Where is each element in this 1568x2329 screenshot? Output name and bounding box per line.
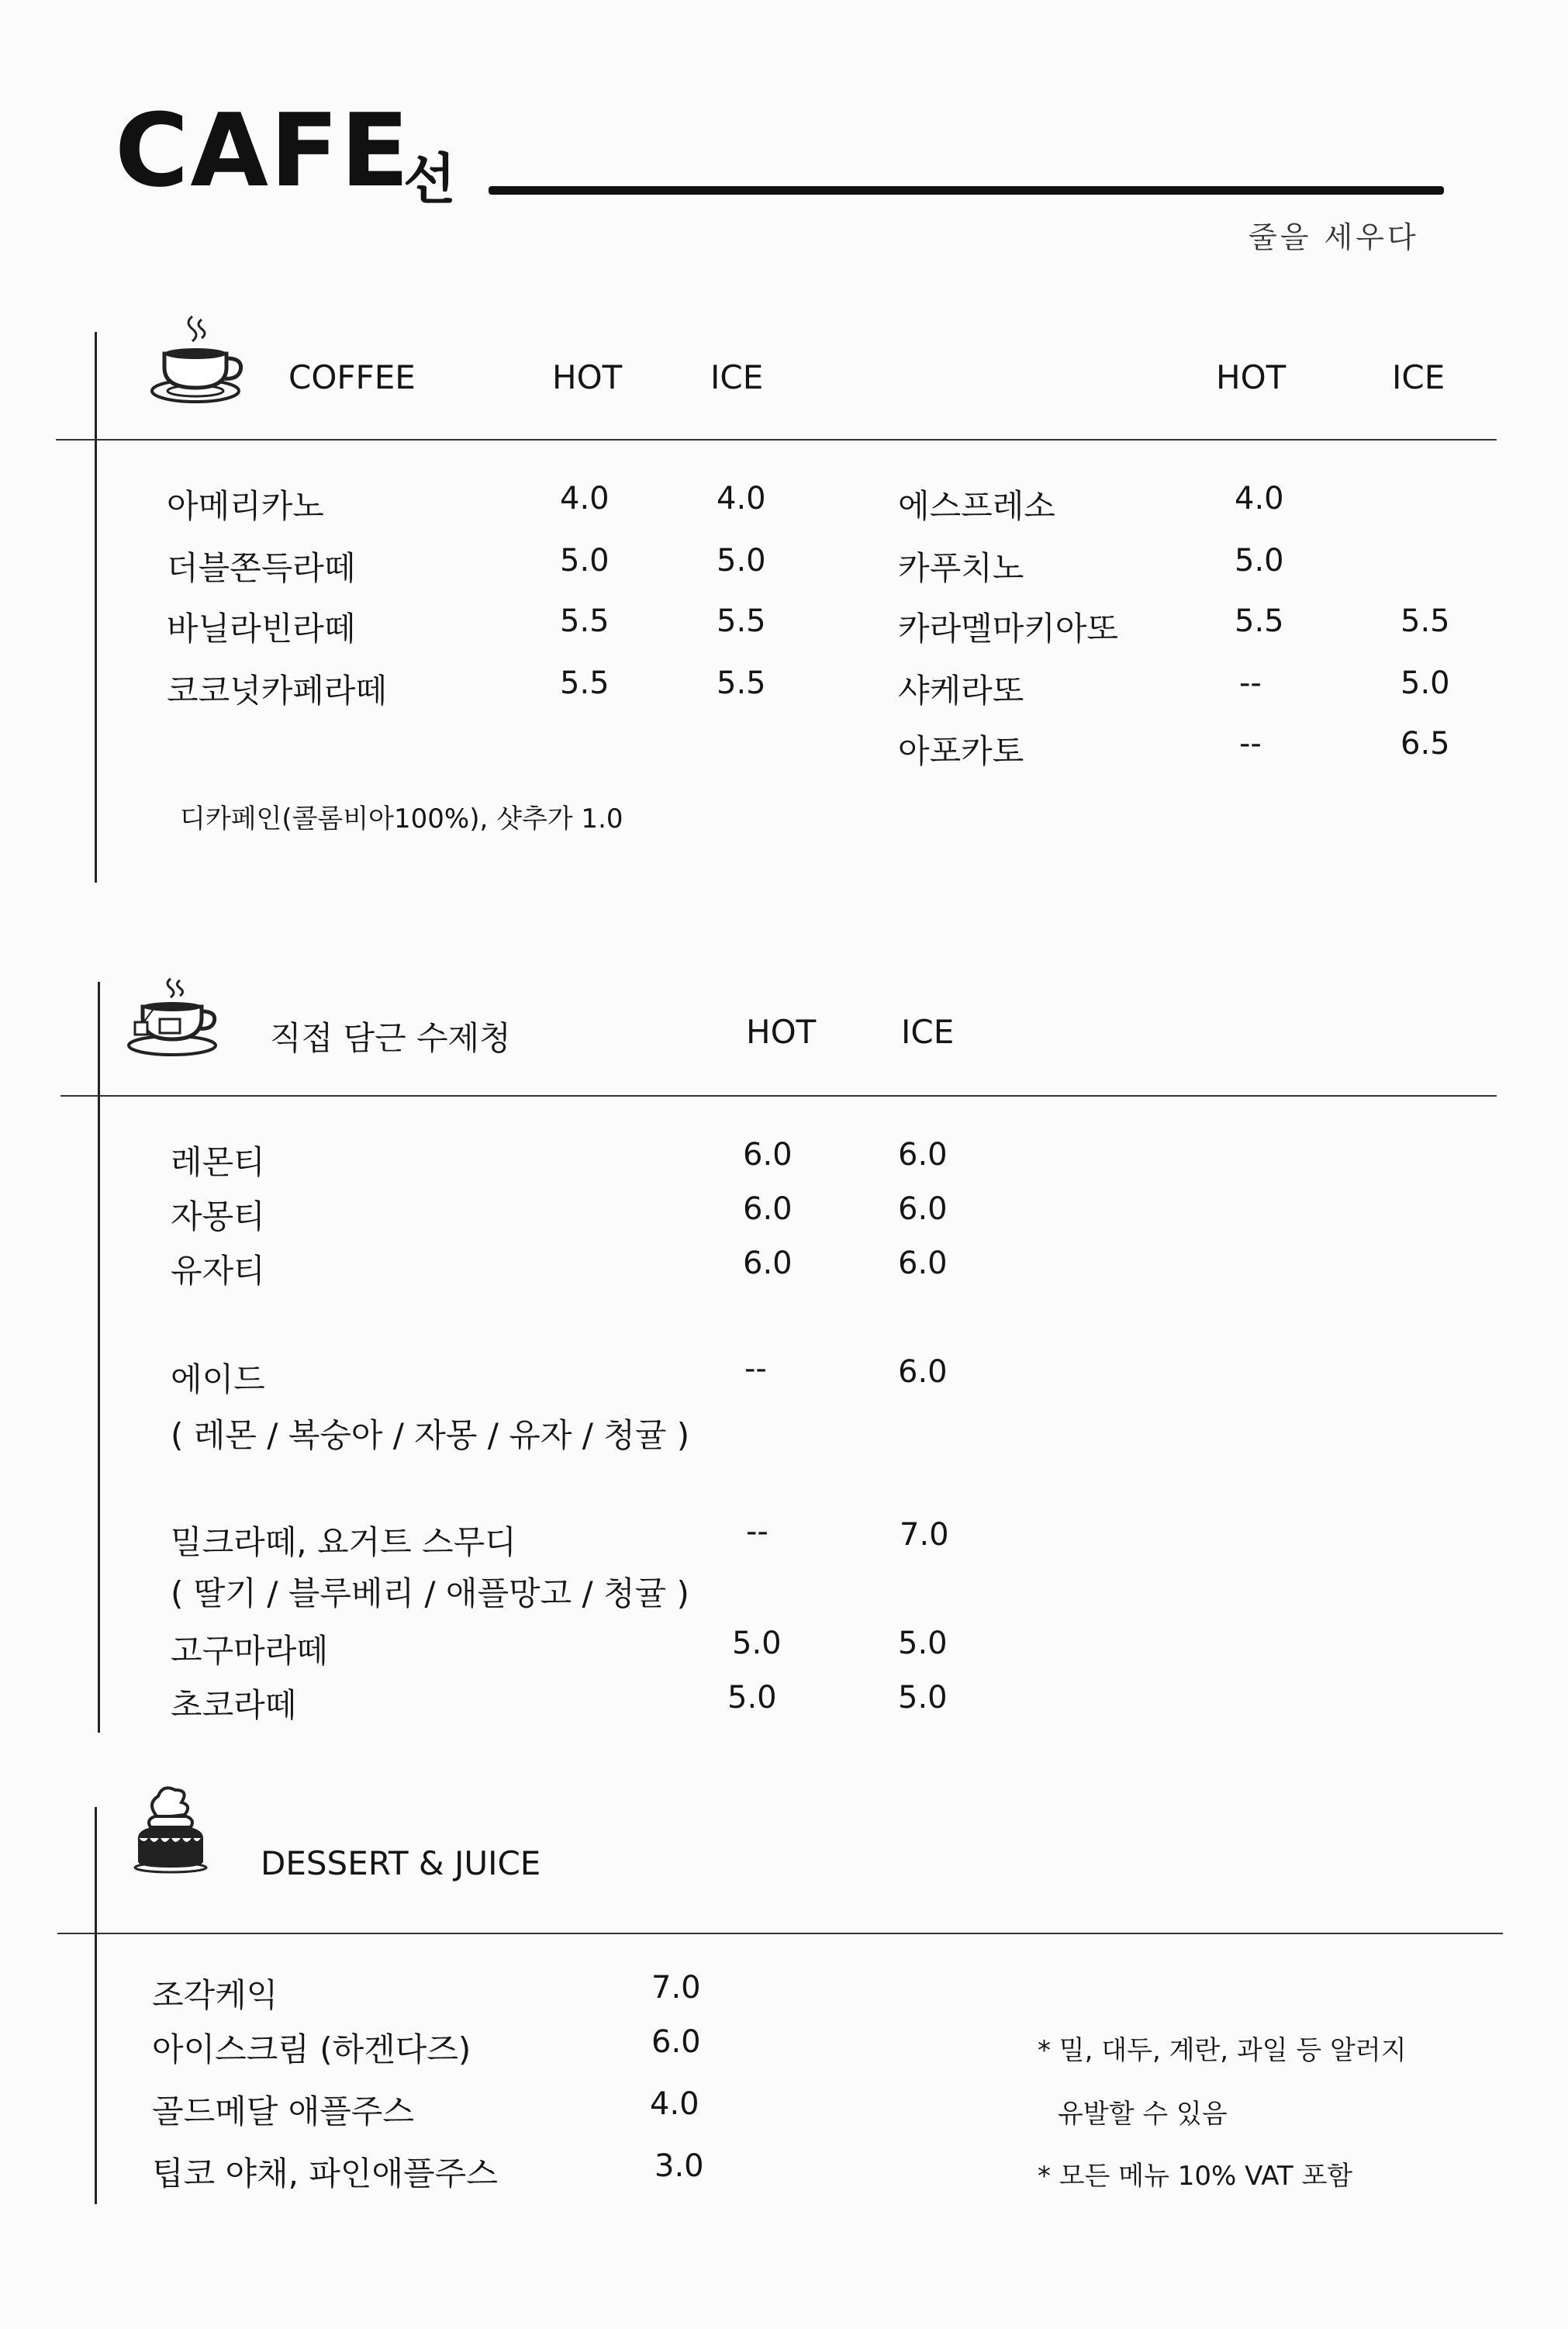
menu-item-hot-price: 6.0 (743, 1137, 793, 1173)
menu-item-ice-price: 5.5 (717, 665, 766, 701)
menu-item-name: 샤케라또 (898, 672, 1024, 710)
menu-item-ice-price: 5.0 (898, 1626, 948, 1661)
smoothie-hot-price: -- (746, 1514, 768, 1550)
smoothie-name: 밀크라떼, 요거트 스무디 (171, 1523, 516, 1561)
dessert-divider (57, 1933, 1503, 1934)
menu-item-ice-price: 5.5 (1400, 603, 1450, 639)
coffee-ice-header-right: ICE (1392, 358, 1445, 396)
menu-item-name: 조각케익 (152, 1976, 278, 2014)
vat-note: * 모든 메뉴 10% VAT 포함 (1038, 2161, 1353, 2192)
menu-item-ice-price: 6.5 (1400, 726, 1450, 762)
menu-item-ice-price: 6.0 (898, 1137, 948, 1173)
allergy-note-continued: 유발할 수 있음 (1058, 2099, 1228, 2130)
tea-ice-header: ICE (901, 1013, 955, 1051)
menu-item-name: 아메리카노 (167, 487, 324, 525)
menu-item-name: 에스프레소 (898, 487, 1055, 525)
tea-divider (60, 1095, 1497, 1097)
ade-hot-price: -- (744, 1351, 767, 1387)
menu-item-name: 아이스크림 (하겐다즈) (152, 2030, 471, 2068)
menu-item-hot-price: 5.5 (560, 603, 610, 639)
menu-item-price: 6.0 (651, 2024, 701, 2060)
dessert-section-border (95, 1807, 97, 2204)
menu-item-hot-price: 6.0 (743, 1191, 793, 1227)
coffee-section-border (95, 332, 97, 883)
menu-item-price: 7.0 (651, 1970, 701, 2006)
menu-item-name: 코코넛카페라떼 (167, 672, 388, 710)
menu-item-hot-price: 4.0 (560, 481, 610, 517)
menu-item-name: 레몬티 (171, 1143, 265, 1181)
menu-item-hot-price: -- (1239, 665, 1262, 701)
coffee-ice-header: ICE (710, 358, 764, 396)
ade-name: 에이드 (171, 1360, 265, 1398)
menu-item-hot-price: 5.5 (560, 665, 610, 701)
menu-item-name: 고구마라떼 (171, 1632, 328, 1670)
tagline: 줄을 세우다 (1249, 220, 1419, 254)
cake-icon (127, 1784, 212, 1877)
coffee-note: 디카페인(콜롬비아100%), 샷추가 1.0 (180, 803, 623, 835)
menu-item-ice-price: 5.0 (717, 543, 766, 579)
menu-item-ice-price: 5.0 (1400, 665, 1450, 701)
menu-item-hot-price: 5.0 (727, 1680, 777, 1716)
menu-item-hot-price: -- (1239, 726, 1262, 762)
menu-item-name: 자몽티 (171, 1197, 265, 1235)
teacup-icon (124, 976, 225, 1061)
tea-hot-header: HOT (746, 1013, 817, 1051)
menu-item-hot-price: 6.0 (743, 1246, 793, 1281)
title-underline (489, 186, 1444, 195)
menu-item-price: 4.0 (650, 2086, 699, 2122)
menu-item-price: 3.0 (654, 2148, 704, 2184)
menu-item-name: 아포카토 (898, 732, 1024, 770)
menu-item-name: 유자티 (171, 1252, 265, 1290)
menu-item-hot-price: 5.0 (732, 1626, 782, 1661)
menu-item-hot-price: 5.0 (560, 543, 610, 579)
menu-item-name: 더블쫀득라떼 (167, 549, 356, 587)
menu-item-hot-price: 5.5 (1235, 603, 1284, 639)
coffee-divider (56, 439, 1497, 441)
menu-item-ice-price: 6.0 (898, 1191, 948, 1227)
menu-item-hot-price: 5.0 (1235, 543, 1284, 579)
tea-section-title: 직접 담근 수제청 (270, 1019, 511, 1057)
menu-item-name: 골드메달 애플주스 (152, 2092, 414, 2130)
coffee-hot-header: HOT (552, 358, 623, 396)
allergy-note: * 밀, 대두, 계란, 과일 등 알러지 (1038, 2035, 1407, 2066)
smoothie-ice-price: 7.0 (900, 1517, 949, 1553)
coffee-cup-icon (147, 310, 248, 411)
dessert-section-title: DESSERT & JUICE (261, 1844, 541, 1882)
menu-item-name: 카라멜마키아또 (898, 610, 1119, 648)
coffee-section-title: COFFEE (288, 358, 416, 396)
smoothie-options: ( 딸기 / 블루베리 / 애플망고 / 청귤 ) (171, 1574, 689, 1612)
menu-item-name: 바닐라빈라떼 (167, 610, 356, 648)
menu-item-ice-price: 5.0 (898, 1680, 948, 1716)
menu-item-name: 카푸치노 (898, 549, 1024, 587)
menu-item-ice-price: 6.0 (898, 1246, 948, 1281)
cafe-title: CAFE (115, 92, 411, 209)
ade-options: ( 레몬 / 복숭아 / 자몽 / 유자 / 청귤 ) (171, 1416, 690, 1454)
cafe-name: 선 (403, 147, 456, 211)
menu-item-ice-price: 4.0 (717, 481, 766, 517)
menu-item-hot-price: 4.0 (1235, 481, 1284, 517)
ade-ice-price: 6.0 (898, 1354, 948, 1390)
menu-item-ice-price: 5.5 (717, 603, 766, 639)
coffee-hot-header-right: HOT (1216, 358, 1287, 396)
menu-item-name: 팁코 야채, 파인애플주스 (152, 2154, 498, 2193)
menu-item-name: 초코라떼 (171, 1686, 297, 1724)
